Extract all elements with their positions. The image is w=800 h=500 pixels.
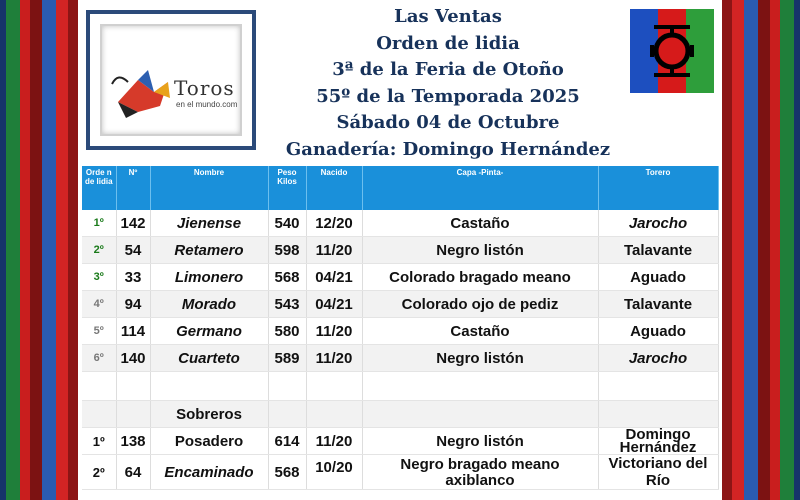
capa-cell: Negro listón — [362, 237, 598, 264]
logo-brand: Toros — [174, 76, 235, 100]
event-header — [258, 4, 638, 163]
orden-cell: 1º — [82, 210, 116, 237]
empty-cell — [268, 372, 306, 401]
table-header-row — [82, 166, 718, 210]
empty-cell — [150, 372, 268, 401]
empty-row — [82, 372, 718, 401]
sobreros-row — [82, 401, 718, 428]
nombre-cell: Germano — [150, 318, 268, 345]
empty-cell — [598, 401, 718, 428]
capa-cell: Negro listón — [362, 428, 598, 455]
left-drape — [0, 0, 78, 500]
torero-cell: Talavante — [598, 291, 718, 318]
venue-title: Las Ventas — [394, 6, 502, 27]
bull-table — [82, 166, 719, 490]
peso-cell: 568 — [268, 264, 306, 291]
col-peso: Peso Kilos — [268, 166, 306, 210]
col-nacido: Nacido — [306, 166, 362, 210]
peso-cell: 568 — [268, 455, 306, 490]
empty-cell — [116, 401, 150, 428]
table-row — [82, 318, 718, 345]
logo-tagline: en el mundo.com — [176, 100, 238, 109]
col-torero: Torero — [598, 166, 718, 210]
peso-cell: 543 — [268, 291, 306, 318]
num-cell: 142 — [116, 210, 150, 237]
num-cell: 138 — [116, 428, 150, 455]
torero-cell: Aguado — [598, 318, 718, 345]
ganaderia-line: Ganadería: Domingo Hernández — [285, 138, 611, 160]
num-cell: 54 — [116, 237, 150, 264]
logo-frame — [86, 10, 256, 150]
table-row — [82, 291, 718, 318]
col-orden: Orde n de lidia — [82, 166, 116, 210]
orden-cell: 2º — [82, 237, 116, 264]
flag-icon — [630, 9, 714, 93]
nombre-cell: Retamero — [150, 237, 268, 264]
empty-cell — [116, 372, 150, 401]
bull-logo-icon — [108, 62, 174, 122]
orden-cell: 2º — [82, 455, 116, 490]
nacido-cell: 10/20 — [306, 455, 362, 490]
num-cell: 64 — [116, 455, 150, 490]
empty-cell — [82, 372, 116, 401]
num-cell: 114 — [116, 318, 150, 345]
peso-cell: 589 — [268, 345, 306, 372]
empty-cell — [268, 401, 306, 428]
capa-cell: Negro listón — [362, 345, 598, 372]
orden-cell: 3º — [82, 264, 116, 291]
table-row — [82, 455, 718, 490]
poster-sheet — [78, 0, 722, 500]
empty-cell — [362, 401, 598, 428]
nombre-cell: Posadero — [150, 428, 268, 455]
orden-cell: 4º — [82, 291, 116, 318]
logo — [100, 24, 242, 136]
nacido-cell: 04/21 — [306, 291, 362, 318]
nombre-cell: Limonero — [150, 264, 268, 291]
nacido-cell: 04/21 — [306, 264, 362, 291]
nacido-cell: 11/20 — [306, 428, 362, 455]
table-row — [82, 428, 718, 455]
peso-cell: 614 — [268, 428, 306, 455]
capa-cell: Negro bragado meano axiblanco — [362, 455, 598, 490]
date-line: Sábado 04 de Octubre — [336, 112, 560, 133]
col-capa: Capa -Pinta- — [362, 166, 598, 210]
right-drape — [722, 0, 800, 500]
table-row — [82, 237, 718, 264]
num-cell: 94 — [116, 291, 150, 318]
torero-cell: Victoriano del Río — [598, 455, 718, 490]
nacido-cell: 12/20 — [306, 210, 362, 237]
sobreros-label: Sobreros — [150, 401, 268, 428]
temporada-line: 55º de la Temporada 2025 — [316, 85, 580, 107]
orden-cell: 1º — [82, 428, 116, 455]
empty-cell — [362, 372, 598, 401]
capa-cell: Colorado ojo de pediz — [362, 291, 598, 318]
peso-cell: 580 — [268, 318, 306, 345]
capa-cell: Castaño — [362, 318, 598, 345]
table-row — [82, 264, 718, 291]
orden-cell: 5º — [82, 318, 116, 345]
subtitle: Orden de lidia — [376, 32, 520, 54]
torero-cell: Jarocho — [598, 210, 718, 237]
torero-cell: Domingo Hernández — [598, 428, 718, 455]
nombre-cell: Morado — [150, 291, 268, 318]
torero-cell: Aguado — [598, 264, 718, 291]
table-row — [82, 345, 718, 372]
empty-cell — [306, 372, 362, 401]
empty-cell — [598, 372, 718, 401]
empty-cell — [306, 401, 362, 428]
num-cell: 140 — [116, 345, 150, 372]
capa-cell: Colorado bragado meano — [362, 264, 598, 291]
capa-cell: Castaño — [362, 210, 598, 237]
col-num: Nº — [116, 166, 150, 210]
peso-cell: 540 — [268, 210, 306, 237]
empty-cell — [82, 401, 116, 428]
nombre-cell: Jienense — [150, 210, 268, 237]
nombre-cell: Encaminado — [150, 455, 268, 490]
nacido-cell: 11/20 — [306, 318, 362, 345]
nombre-cell: Cuarteto — [150, 345, 268, 372]
table-row — [82, 210, 718, 237]
feria-line: 3ª de la Feria de Otoño — [332, 59, 564, 80]
torero-cell: Jarocho — [598, 345, 718, 372]
torero-cell: Talavante — [598, 237, 718, 264]
col-nombre: Nombre — [150, 166, 268, 210]
num-cell: 33 — [116, 264, 150, 291]
orden-cell: 6º — [82, 345, 116, 372]
peso-cell: 598 — [268, 237, 306, 264]
nacido-cell: 11/20 — [306, 237, 362, 264]
nacido-cell: 11/20 — [306, 345, 362, 372]
